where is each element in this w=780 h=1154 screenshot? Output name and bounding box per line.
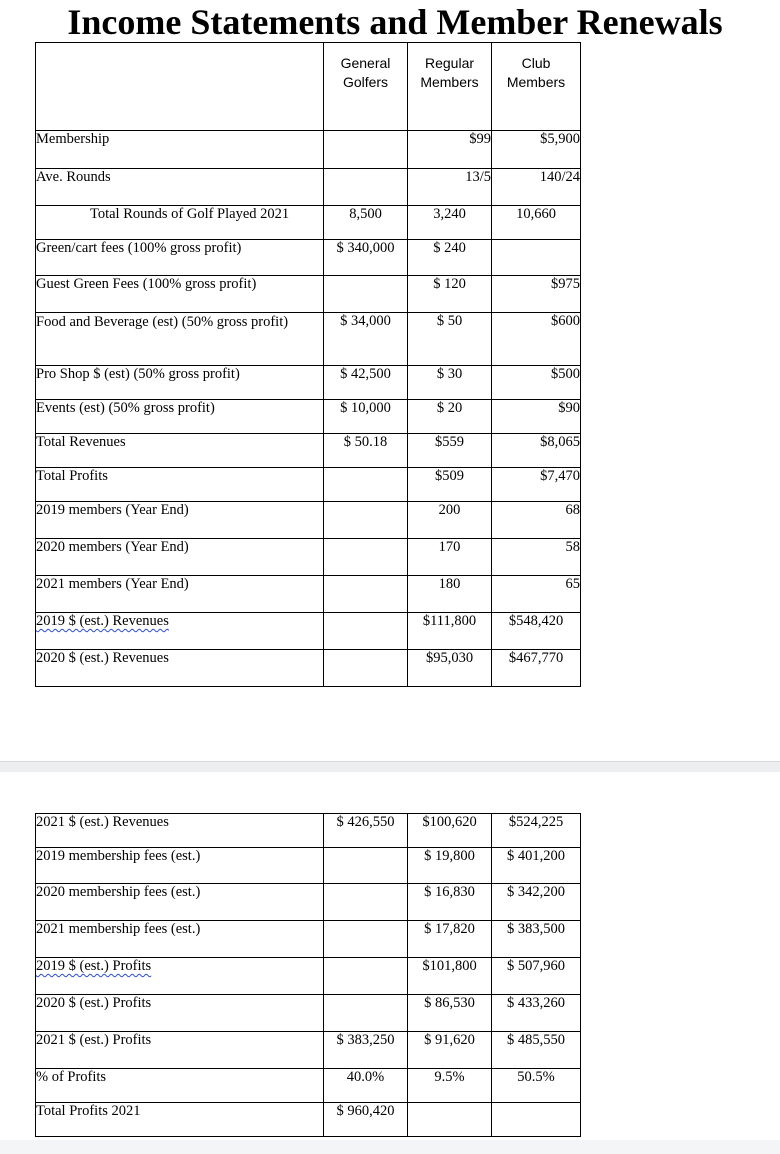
regular-value: $ 120 xyxy=(408,276,492,313)
table-row xyxy=(36,576,581,613)
table-row xyxy=(36,313,581,366)
table-row xyxy=(36,1103,581,1137)
club-value: 68 xyxy=(492,502,581,539)
income-table-top xyxy=(35,42,581,687)
general-value xyxy=(324,276,408,313)
general-value: $ 42,500 xyxy=(324,366,408,400)
row-label xyxy=(36,958,324,995)
row-label: 2021 members (Year End) xyxy=(36,576,324,613)
general-value: 40.0% xyxy=(324,1069,408,1103)
general-value: $ 340,000 xyxy=(324,240,408,276)
row-label: 2020 membership fees (est.) xyxy=(36,884,324,921)
club-value xyxy=(492,1103,581,1137)
club-value: $ 401,200 xyxy=(492,848,581,884)
regular-value: $ 17,820 xyxy=(408,921,492,958)
row-label: % of Profits xyxy=(36,1069,324,1103)
row-label: 2021 $ (est.) Revenues xyxy=(36,814,324,848)
row-label: Green/cart fees (100% gross profit) xyxy=(36,240,324,276)
row-label: 2021 membership fees (est.) xyxy=(36,921,324,958)
general-value: $ 34,000 xyxy=(324,313,408,366)
general-value xyxy=(324,576,408,613)
club-value: $5,900 xyxy=(492,131,581,169)
regular-value xyxy=(408,1103,492,1137)
row-label: 2019 members (Year End) xyxy=(36,502,324,539)
regular-value: $101,800 xyxy=(408,958,492,995)
regular-value: $99 xyxy=(408,131,492,169)
club-value xyxy=(492,240,581,276)
club-value: $467,770 xyxy=(492,650,581,687)
regular-value: $ 240 xyxy=(408,240,492,276)
regular-value: $111,800 xyxy=(408,613,492,650)
bottom-edge xyxy=(0,1140,780,1154)
row-label: Pro Shop $ (est) (50% gross profit) xyxy=(36,366,324,400)
header-blank-cell xyxy=(36,43,324,131)
regular-value: 170 xyxy=(408,539,492,576)
row-label-text: Food and Beverage (est) (50% gross profit) xyxy=(36,314,289,330)
general-value xyxy=(324,958,408,995)
row-label: Total Revenues xyxy=(36,434,324,468)
header-general-golfers: General Golfers xyxy=(324,43,408,131)
page-break-separator xyxy=(0,761,780,772)
club-value: $600 xyxy=(492,313,581,366)
club-value: $ 507,960 xyxy=(492,958,581,995)
regular-value: 180 xyxy=(408,576,492,613)
table-row xyxy=(36,814,581,848)
general-value xyxy=(324,131,408,169)
club-value: 65 xyxy=(492,576,581,613)
table-row xyxy=(36,206,581,240)
general-value: $ 383,250 xyxy=(324,1032,408,1069)
row-label xyxy=(36,313,324,366)
club-value: $ 342,200 xyxy=(492,884,581,921)
general-value xyxy=(324,468,408,502)
header-regular-members: Regular Members xyxy=(408,43,492,131)
regular-value: 200 xyxy=(408,502,492,539)
table-row xyxy=(36,400,581,434)
row-label: Ave. Rounds xyxy=(36,169,324,206)
row-label xyxy=(36,613,324,650)
general-value: $ 960,420 xyxy=(324,1103,408,1137)
club-value: 10,660 xyxy=(492,206,581,240)
row-label: Total Rounds of Golf Played 2021 xyxy=(36,206,324,240)
general-value: $ 50.18 xyxy=(324,434,408,468)
regular-value: $ 20 xyxy=(408,400,492,434)
regular-value: $100,620 xyxy=(408,814,492,848)
club-value: 58 xyxy=(492,539,581,576)
row-label: Guest Green Fees (100% gross profit) xyxy=(36,276,324,313)
row-label-text: 2019 $ (est.) Profits xyxy=(36,958,152,974)
regular-value: $ 91,620 xyxy=(408,1032,492,1069)
table-row xyxy=(36,613,581,650)
club-value: $975 xyxy=(492,276,581,313)
table-row xyxy=(36,131,581,169)
table-row xyxy=(36,434,581,468)
general-value xyxy=(324,502,408,539)
general-value xyxy=(324,921,408,958)
regular-value: 9.5% xyxy=(408,1069,492,1103)
club-value: $90 xyxy=(492,400,581,434)
table-row xyxy=(36,1032,581,1069)
table-row xyxy=(36,366,581,400)
table-row xyxy=(36,502,581,539)
row-label: Events (est) (50% gross profit) xyxy=(36,400,324,434)
club-value: $524,225 xyxy=(492,814,581,848)
club-value: $ 383,500 xyxy=(492,921,581,958)
club-value: $ 433,260 xyxy=(492,995,581,1032)
table-row xyxy=(36,884,581,921)
row-label: Total Profits 2021 xyxy=(36,1103,324,1137)
table-row xyxy=(36,1069,581,1103)
general-value xyxy=(324,650,408,687)
regular-value: $ 86,530 xyxy=(408,995,492,1032)
regular-value: $509 xyxy=(408,468,492,502)
general-value xyxy=(324,169,408,206)
general-value: $ 426,550 xyxy=(324,814,408,848)
general-value: 8,500 xyxy=(324,206,408,240)
club-value: $548,420 xyxy=(492,613,581,650)
table-row xyxy=(36,848,581,884)
table-row xyxy=(36,240,581,276)
club-value: $8,065 xyxy=(492,434,581,468)
club-value: 50.5% xyxy=(492,1069,581,1103)
regular-value: $ 16,830 xyxy=(408,884,492,921)
regular-value: $559 xyxy=(408,434,492,468)
regular-value: 13/5 xyxy=(408,169,492,206)
table-row xyxy=(36,995,581,1032)
regular-value: 3,240 xyxy=(408,206,492,240)
general-value: $ 10,000 xyxy=(324,400,408,434)
table-row xyxy=(36,921,581,958)
regular-value: $95,030 xyxy=(408,650,492,687)
table-row xyxy=(36,169,581,206)
header-row xyxy=(36,43,581,131)
table-row xyxy=(36,539,581,576)
row-label: Total Profits xyxy=(36,468,324,502)
club-value: $500 xyxy=(492,366,581,400)
general-value xyxy=(324,539,408,576)
table-row xyxy=(36,650,581,687)
table-row xyxy=(36,276,581,313)
regular-value: $ 50 xyxy=(408,313,492,366)
row-label: Membership xyxy=(36,131,324,169)
row-label: 2020 members (Year End) xyxy=(36,539,324,576)
row-label: 2020 $ (est.) Profits xyxy=(36,995,324,1032)
row-label-text: 2019 $ (est.) Revenues xyxy=(36,613,169,629)
row-label: 2019 membership fees (est.) xyxy=(36,848,324,884)
general-value xyxy=(324,613,408,650)
club-value: $7,470 xyxy=(492,468,581,502)
page-title: Income Statements and Member Renewals xyxy=(67,2,723,42)
regular-value: $ 19,800 xyxy=(408,848,492,884)
club-value: 140/24 xyxy=(492,169,581,206)
row-label: 2020 $ (est.) Revenues xyxy=(36,650,324,687)
header-club-members: Club Members xyxy=(492,43,581,131)
club-value: $ 485,550 xyxy=(492,1032,581,1069)
income-table-bottom xyxy=(35,813,581,1137)
general-value xyxy=(324,995,408,1032)
general-value xyxy=(324,848,408,884)
table-row xyxy=(36,958,581,995)
regular-value: $ 30 xyxy=(408,366,492,400)
general-value xyxy=(324,884,408,921)
row-label: 2021 $ (est.) Profits xyxy=(36,1032,324,1069)
table-row xyxy=(36,468,581,502)
